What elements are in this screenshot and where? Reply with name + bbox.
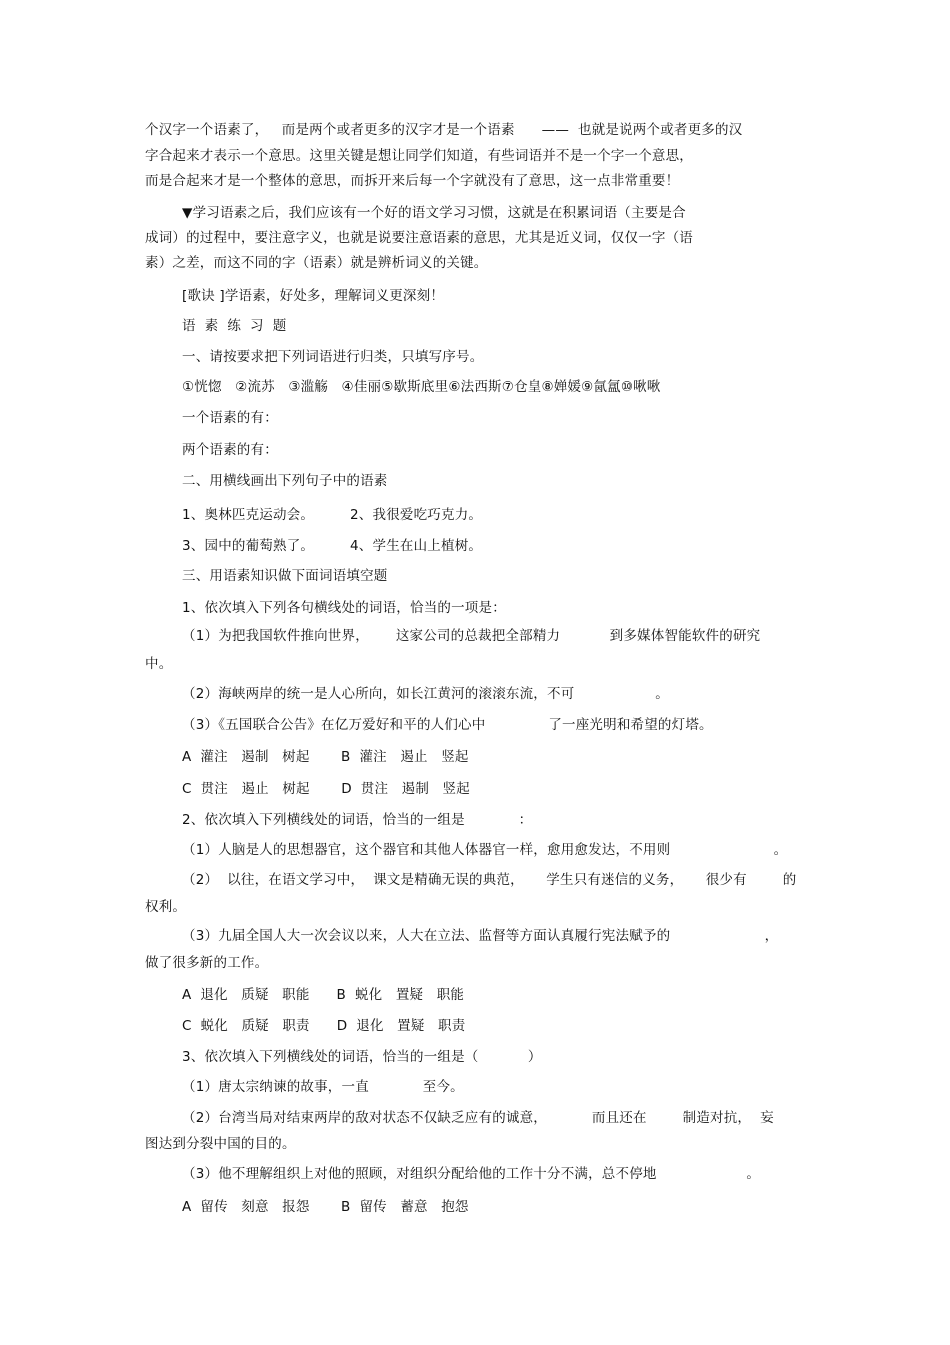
q1-stem: 1、依次填入下列各句横线处的词语，恰当的一项是： xyxy=(182,600,506,616)
q2-options-ab: A 退化 质疑 职能 B 蜕化 置疑 职能 xyxy=(182,987,465,1003)
q2-sentence-2-cont: 权利。 xyxy=(145,899,187,915)
q3-sentence-1: （1）唐太宗纳谏的故事，一直 至今。 xyxy=(182,1079,464,1095)
q2-sentence-2: （2） 以往，在语文学习中， 课文是精确无误的典范， 学生只有迷信的义务， 很少有 的 xyxy=(182,872,797,888)
intro-line-2: 字合起来才表示一个意思。这里关键是想让同学们知道，有些词语并不是一个字一个意思， xyxy=(145,148,693,164)
section1-heading: 一、请按要求把下列词语进行归类，只填写序号。 xyxy=(182,349,484,365)
q3-sentence-2: （2）台湾当局对结束两岸的敌对状态不仅缺乏应有的诚意， 而且还在 制造对抗， 妄 xyxy=(182,1110,774,1126)
q1-sentence-3: （3）《五国联合公告》在亿万爱好和平的人们心中 了一座光明和希望的灯塔。 xyxy=(182,717,713,733)
intro-line-1: 个汉字一个语素了， 而是两个或者更多的汉字才是一个语素 —— 也就是说两个或者更多的汉 xyxy=(145,122,743,138)
rhyme-line: [歌诀 ]学语素，好处多，理解词义更深刻！ xyxy=(182,288,445,304)
section2-row-2: 3、园中的葡萄熟了。 4、学生在山上植树。 xyxy=(182,538,483,554)
q1-options-ab: A 灌注 遏制 树起 B 灌注 遏止 竖起 xyxy=(182,749,469,765)
q2-sentence-3-cont: 做了很多新的工作。 xyxy=(145,955,269,971)
q2-stem: 2、依次填入下列横线处的词语，恰当的一组是 ： xyxy=(182,812,533,828)
habit-line-1: ▼学习语素之后，我们应该有一个好的语文学习习惯，这就是在积累词语（主要是合 xyxy=(182,205,686,221)
habit-line-3: 素）之差，而这不同的字（语素）就是辨析词义的关键。 xyxy=(145,255,488,271)
q1-sentence-1: （1）为把我国软件推向世界， 这家公司的总裁把全部精力 到多媒体智能软件的研究 xyxy=(182,628,761,644)
q3-options-ab: A 留传 刻意 报怨 B 留传 蓄意 抱怨 xyxy=(182,1199,469,1215)
q2-sentence-3: （3）九届全国人大一次会议以来，人大在立法、监督等方面认真履行宪法赋予的 ， xyxy=(182,928,779,944)
section2-heading: 二、用横线画出下列句子中的语素 xyxy=(182,473,388,489)
two-morpheme-label: 两个语素的有： xyxy=(182,442,278,458)
q1-sentence-2: （2）海峡两岸的统一是人心所向，如长江黄河的滚滚东流，不可 。 xyxy=(182,686,669,702)
q3-sentence-2-cont: 图达到分裂中国的目的。 xyxy=(145,1136,296,1152)
habit-line-2: 成词）的过程中，要注意字义，也就是说要注意语素的意思，尤其是近义词，仅仅一字（语 xyxy=(145,230,693,246)
q1-options-cd: C 贯注 遏止 树起 D 贯注 遏制 竖起 xyxy=(182,781,470,797)
q2-options-cd: C 蜕化 质疑 职责 D 退化 置疑 职责 xyxy=(182,1018,466,1034)
one-morpheme-label: 一个语素的有： xyxy=(182,410,278,426)
intro-line-3: 而是合起来才是一个整体的意思，而拆开来后每一个字就没有了意思，这一点非常重要！ xyxy=(145,173,680,189)
section3-heading: 三、用语素知识做下面词语填空题 xyxy=(182,568,388,584)
exercise-title: 语 素 练 习 题 xyxy=(182,318,287,334)
q2-sentence-1: （1）人脑是人的思想器官，这个器官和其他人体器官一样，愈用愈发达，不用则 。 xyxy=(182,842,788,858)
q3-stem: 3、依次填入下列横线处的词语，恰当的一组是（ ） xyxy=(182,1049,542,1065)
q3-sentence-3: （3）他不理解组织上对他的照顾，对组织分配给他的工作十分不满，总不停地 。 xyxy=(182,1166,761,1182)
q1-sentence-1-cont: 中。 xyxy=(145,656,173,672)
section1-word-list: ①恍惚 ②流苏 ③滥觞 ④佳丽⑤歇斯底里⑥法西斯⑦仓皇⑧婵媛⑨氤氲⑩啾啾 xyxy=(182,379,661,395)
section2-row-1: 1、奥林匹克运动会。 2、我很爱吃巧克力。 xyxy=(182,507,483,523)
